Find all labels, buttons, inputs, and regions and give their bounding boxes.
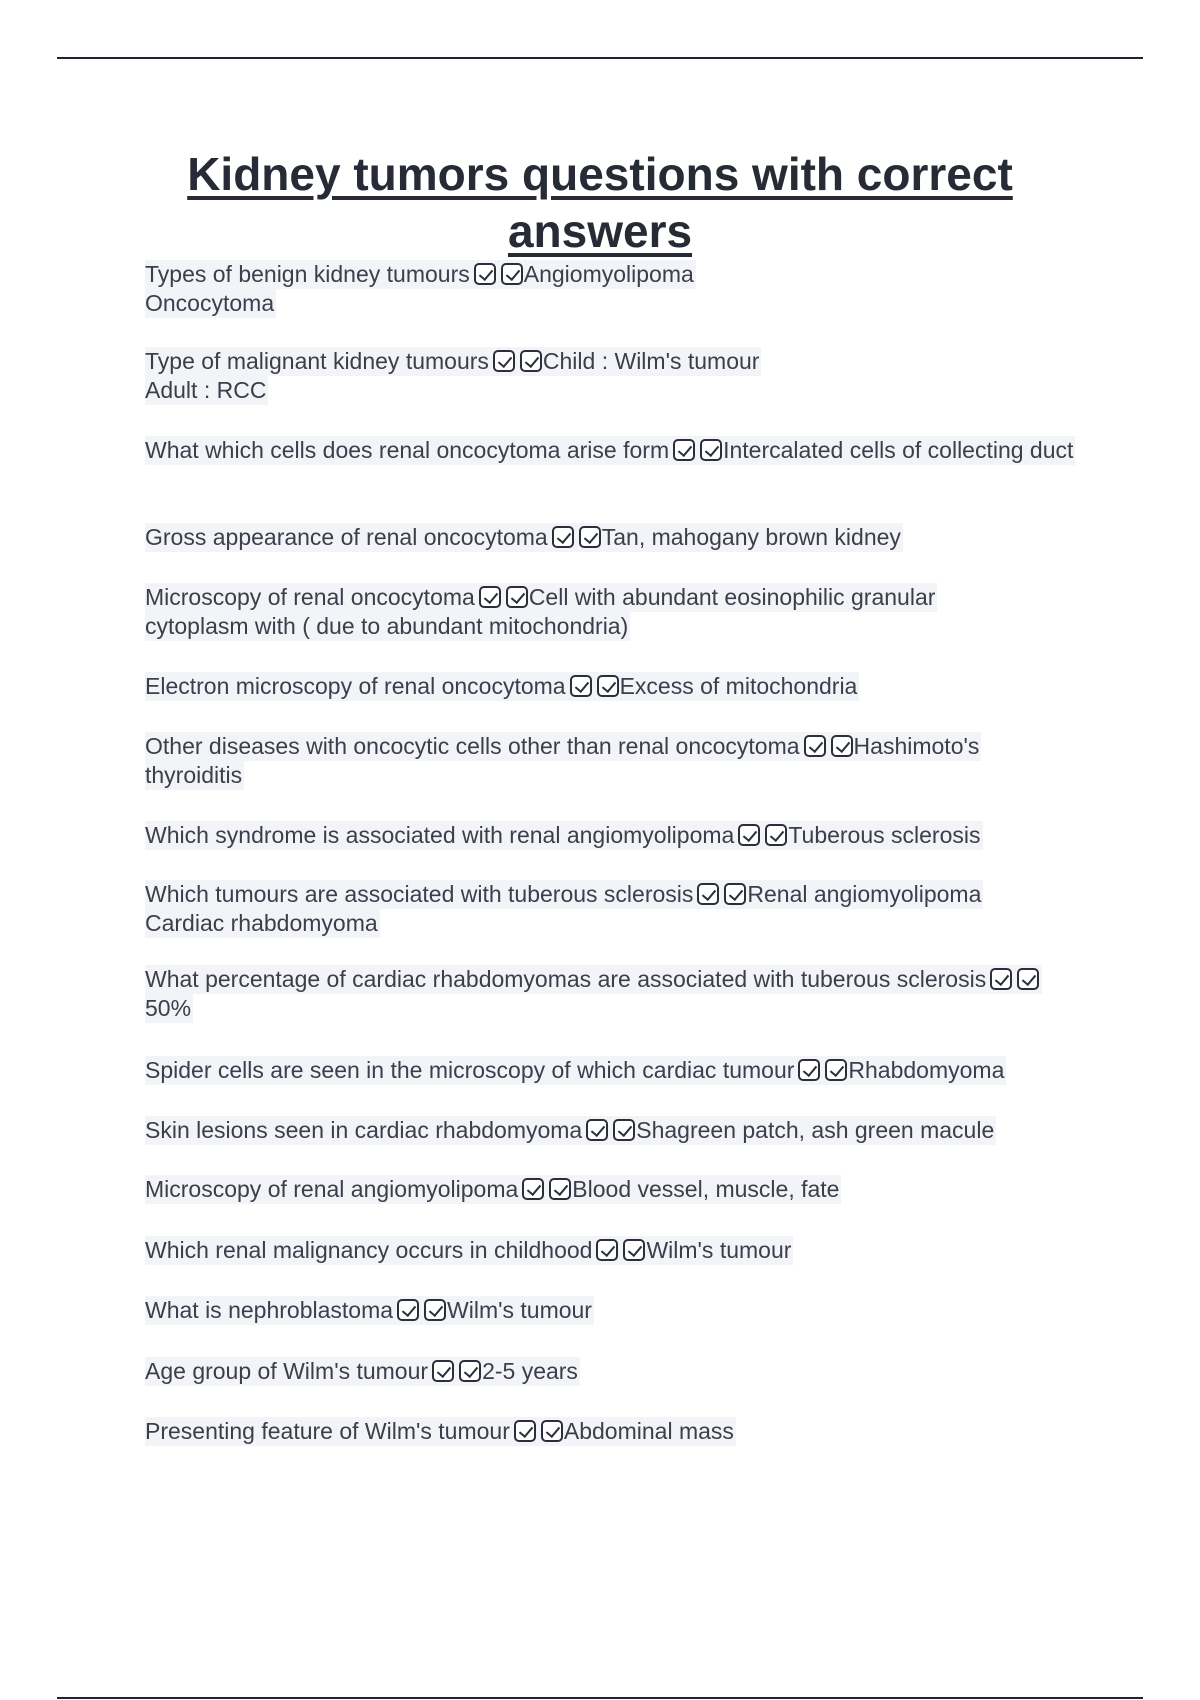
answer-text: Blood vessel, muscle, fate [572, 1176, 840, 1202]
qa-item-oncocytoma-gross [145, 523, 1105, 552]
answer-text: Excess of mitochondria [619, 673, 858, 699]
check-icon [493, 350, 515, 372]
question-text: What percentage of cardiac rhabdomyomas are associated with tuberous sclerosis [145, 966, 987, 992]
check-icon [623, 1239, 645, 1261]
question-text: Which renal malignancy occurs in childhood [145, 1237, 593, 1263]
check-icon [596, 1239, 618, 1261]
question-text: Other diseases with oncocytic cells other than renal oncocytoma [145, 733, 800, 759]
question-text: Microscopy of renal oncocytoma [145, 584, 475, 610]
answer-text: Cell with abundant eosinophilic granular cytoplasm with ( due to abundant mitochondria) [145, 584, 936, 639]
qa-item-oncocytoma-origin [145, 436, 1095, 465]
qa-item-malignant-types [145, 347, 1105, 405]
check-icon [831, 735, 853, 757]
check-icon [579, 526, 601, 548]
question-text: Gross appearance of renal oncocytoma [145, 524, 548, 550]
question-text: Spider cells are seen in the microscopy of which cardiac tumour [145, 1057, 795, 1083]
question-text: Electron microscopy of renal oncocytoma [145, 673, 566, 699]
answer-text: Child : Wilm's tumour [542, 348, 760, 374]
qa-item-rhabdomyoma-percentage [145, 965, 1080, 1023]
check-icon [432, 1360, 454, 1382]
check-icon [990, 968, 1012, 990]
answer-text: Tuberous sclerosis [788, 822, 981, 848]
check-icon [765, 824, 787, 846]
check-icon [738, 824, 760, 846]
answer-text: Tan, mahogany brown kidney [601, 524, 901, 550]
question-text: Type of malignant kidney tumours [145, 348, 489, 374]
question-text: Age group of Wilm's tumour [145, 1358, 429, 1384]
question-text: Types of benign kidney tumours [145, 261, 470, 287]
answer-text: Angiomyolipoma [523, 261, 694, 287]
check-icon [586, 1119, 608, 1141]
question-text: What is nephroblastoma [145, 1297, 394, 1323]
answer-text: Rhabdomyoma [848, 1057, 1005, 1083]
qa-item-wilms-presentation [145, 1417, 1105, 1446]
question-text: Microscopy of renal angiomyolipoma [145, 1176, 519, 1202]
answer-text: Wilm's tumour [646, 1237, 792, 1263]
question-text: Skin lesions seen in cardiac rhabdomyoma [145, 1117, 583, 1143]
qa-item-spider-cells [145, 1056, 1105, 1085]
qa-item-wilms-age [145, 1357, 1105, 1386]
answer-text: Renal angiomyolipoma [747, 881, 982, 907]
page-title: Kidney tumors questions with correct answers [187, 148, 1013, 257]
qa-item-childhood-malignancy [145, 1236, 1105, 1265]
check-icon [1017, 968, 1039, 990]
answer-text: Oncocytoma [145, 290, 275, 316]
qa-item-oncocytic-diseases [145, 732, 1065, 790]
qa-item-nephroblastoma [145, 1296, 1105, 1325]
check-icon [724, 883, 746, 905]
qa-item-ts-tumours [145, 880, 1105, 938]
qa-item-benign-types [145, 260, 1105, 318]
check-icon [520, 350, 542, 372]
check-icon [479, 586, 501, 608]
qa-item-aml-microscopy [145, 1175, 1105, 1204]
qa-item-oncocytoma-microscopy [145, 583, 1025, 641]
answer-text: 50% [145, 995, 192, 1021]
question-text: Presenting feature of Wilm's tumour [145, 1418, 510, 1444]
check-icon [570, 675, 592, 697]
check-icon [541, 1420, 563, 1442]
answer-text: Adult : RCC [145, 377, 267, 403]
check-icon [514, 1420, 536, 1442]
check-icon [597, 675, 619, 697]
question-text: What which cells does renal oncocytoma arise form [145, 437, 670, 463]
answer-text: Cardiac rhabdomyoma [145, 910, 378, 936]
qa-item-aml-syndrome [145, 821, 1105, 850]
check-icon [673, 439, 695, 461]
check-icon [825, 1059, 847, 1081]
check-icon [501, 263, 523, 285]
check-icon [506, 586, 528, 608]
check-icon [697, 883, 719, 905]
qa-item-skin-lesions [145, 1116, 1105, 1145]
check-icon [549, 1178, 571, 1200]
check-icon [700, 439, 722, 461]
check-icon [613, 1119, 635, 1141]
check-icon [397, 1299, 419, 1321]
answer-text: 2-5 years [482, 1358, 578, 1384]
qa-item-oncocytoma-em [145, 672, 1105, 701]
check-icon [424, 1299, 446, 1321]
answer-text: Intercalated cells of collecting duct [723, 437, 1074, 463]
check-icon [459, 1360, 481, 1382]
check-icon [552, 526, 574, 548]
answer-text: Wilm's tumour [447, 1297, 592, 1323]
answer-text: Shagreen patch, ash green macule [636, 1117, 995, 1143]
check-icon [798, 1059, 820, 1081]
answer-text: Hashimoto's thyroiditis [145, 733, 980, 788]
check-icon [804, 735, 826, 757]
answer-text: Abdominal mass [563, 1418, 734, 1444]
check-icon [522, 1178, 544, 1200]
bottom-rule [57, 1697, 1143, 1699]
question-text: Which syndrome is associated with renal angiomyolipoma [145, 822, 735, 848]
top-rule [57, 57, 1143, 59]
question-text: Which tumours are associated with tuberous sclerosis [145, 881, 694, 907]
check-icon [474, 263, 496, 285]
